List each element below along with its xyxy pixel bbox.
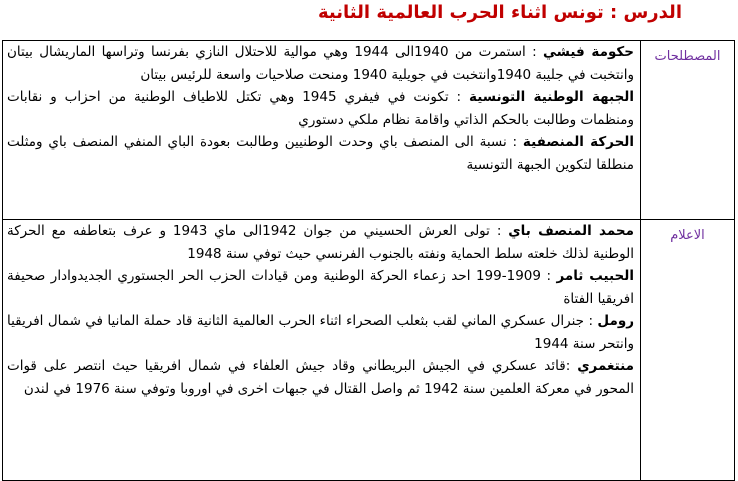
figure-description: تولى العرش الحسيني من جوان 1942الى ماي 1943 و عرف بتعاطفه مع الحركة الوطنية لذلك خلعته سلط الحماية ونفته بالجنوب الفرنسي حيث توفي سنة 1948 bbox=[7, 223, 634, 262]
figures-content bbox=[3, 220, 641, 481]
figure-separator: : bbox=[584, 313, 598, 329]
figure-entry bbox=[7, 265, 634, 310]
figure-description: قائد عسكري في الجيش البريطاني وقاد جيش العلفاء في شمال افريقيا حيث انتصر على قوات المحور في معركة العلمين سنة 1942 ثم واصل القتال في جبهات اخرى في اوروبا وتوفي سنة 1976 في لندن bbox=[7, 358, 634, 397]
term-separator: : bbox=[506, 134, 523, 150]
figures-row bbox=[3, 220, 735, 481]
term-definition: استمرت من 1940الى 1944 وهي موالية للاحتلال النازي بفرنسا وتراسها الماريشال بيتان وانتخبت في جليبة 1940وانتخبت في جويلية 1940 ومنحت صلاحيات واسعة للرئيس بيتان bbox=[7, 44, 634, 83]
figure-description: 1909-199 احد زعماء الحركة الوطنية ومن قيادات الحزب الحر الجستوري الجديدوادار صحيفة افريقيا الفتاة bbox=[7, 268, 634, 307]
figure-separator: : bbox=[540, 268, 557, 284]
term-name: الجبهة الوطنية التونسية bbox=[469, 89, 634, 105]
figure-entry bbox=[7, 220, 634, 265]
term-definition: تكونت في فيفري 1945 وهي تكتل للاطياف الوطنية من احزاب و نقابات ومنظمات وطالبت بالحكم الذاتي واقامة نظام ملكي دستوري bbox=[7, 89, 634, 128]
figure-name: محمد المنصف باي bbox=[508, 223, 634, 239]
figures-label: الاعلام bbox=[641, 220, 735, 481]
term-definition: نسبة الى المنصف باي وحدت الوطنيين وطالبت بعودة الباي المنفي المنصف باي ومثلت منطلقا لتكوين الجبهة التونسية bbox=[7, 134, 634, 173]
figure-entry bbox=[7, 355, 634, 400]
term-entry bbox=[7, 41, 634, 86]
figure-separator: : bbox=[489, 223, 509, 239]
terms-label: المصطلحات bbox=[641, 41, 735, 220]
figure-entry bbox=[7, 310, 634, 355]
term-separator: : bbox=[448, 89, 470, 105]
figure-name: الحبيب ثامر bbox=[556, 268, 634, 284]
figure-separator: : bbox=[565, 358, 578, 374]
term-separator: : bbox=[525, 44, 543, 60]
figure-name: رومل bbox=[597, 313, 634, 329]
term-name: الحركة المنصفية bbox=[522, 134, 634, 150]
terms-row bbox=[3, 41, 735, 220]
terms-content bbox=[3, 41, 641, 220]
lesson-title: الدرس : تونس اثناء الحرب العالمية الثانية bbox=[318, 2, 682, 23]
figure-name: منتغمري bbox=[577, 358, 635, 374]
term-entry bbox=[7, 131, 634, 176]
term-name: حكومة فيشي bbox=[542, 44, 634, 60]
term-entry bbox=[7, 86, 634, 131]
lesson-table bbox=[2, 40, 735, 481]
figure-description: جنرال عسكري الماني لقب بثعلب الصحراء اثناء الحرب العالمية الثانية قاد حملة المانيا في شمال افريقيا وانتحر سنة 1944 bbox=[7, 313, 634, 352]
